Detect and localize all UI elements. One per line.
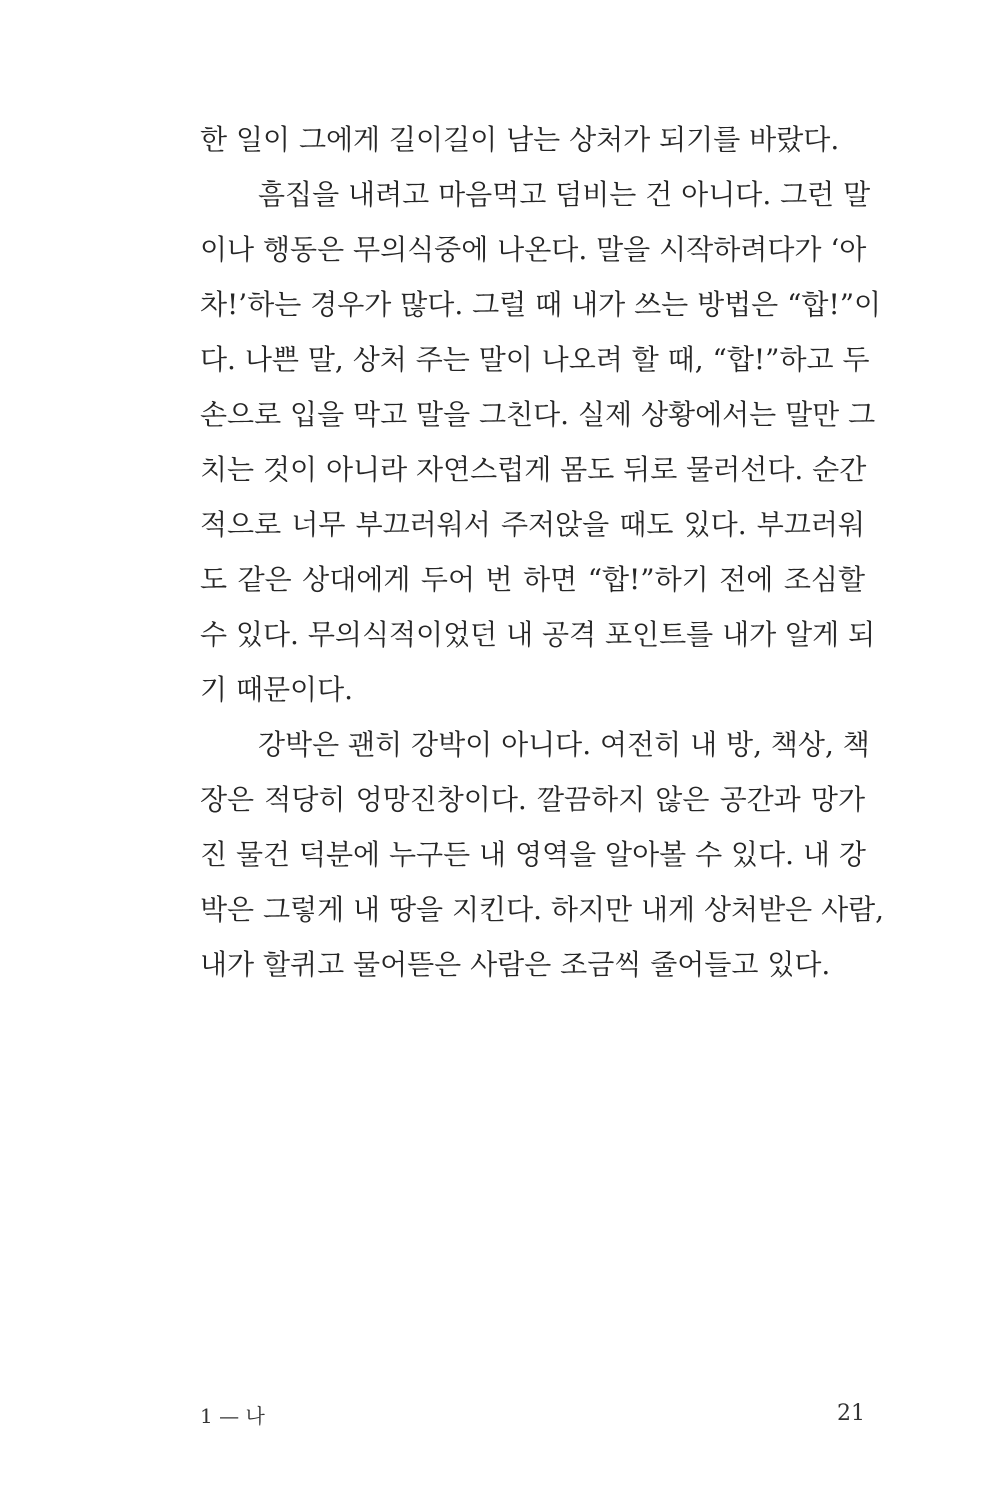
page-number: 21 [837,1401,865,1426]
text-line: 다. 나쁜 말, 상처 주는 말이 나오려 할 때, “합!”하고 두 [200,343,870,376]
text-line: 진 물건 덕분에 누구든 내 영역을 알아볼 수 있다. 내 강 [200,838,866,871]
text-line: 차!’하는 경우가 많다. 그럴 때 내가 쓰는 방법은 “합!”이 [200,288,882,321]
text-line: 내가 할퀴고 물어뜯은 사람은 조금씩 줄어들고 있다. [200,948,831,981]
text-line: 강박은 괜히 강박이 아니다. 여전히 내 방, 책상, 책 [258,728,870,761]
text-line: 한 일이 그에게 길이길이 남는 상처가 되기를 바랐다. [200,123,840,156]
text-line: 적으로 너무 부끄러워서 주저앉을 때도 있다. 부끄러워 [200,508,865,541]
text-line: 치는 것이 아니라 자연스럽게 몸도 뒤로 물러선다. 순간 [200,453,867,486]
text-line: 손으로 입을 막고 말을 그친다. 실제 상황에서는 말만 그 [200,398,876,431]
text-line: 흠집을 내려고 마음먹고 덤비는 건 아니다. 그런 말 [258,178,871,211]
body-text [200,112,885,992]
text-line: 이나 행동은 무의식중에 나온다. 말을 시작하려다가 ‘아 [200,233,867,266]
text-line: 장은 적당히 엉망진창이다. 깔끔하지 않은 공간과 망가 [200,783,865,816]
text-line: 기 때문이다. [200,673,354,706]
text-line: 수 있다. 무의식적이었던 내 공격 포인트를 내가 알게 되 [200,618,876,651]
text-line: 도 같은 상대에게 두어 번 하면 “합!”하기 전에 조심할 [200,563,865,596]
running-footer-section: 1 — 나 [200,1404,265,1428]
text-line: 박은 그렇게 내 땅을 지킨다. 하지만 내게 상처받은 사람, [200,893,885,926]
